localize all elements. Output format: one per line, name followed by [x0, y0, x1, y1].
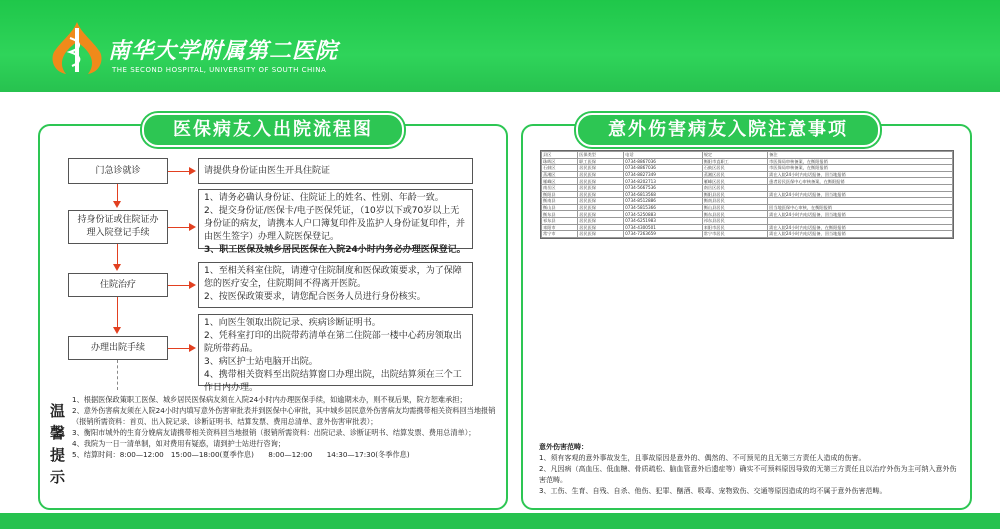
notes-title: 意外伤害范畴：	[539, 443, 588, 451]
table-row	[542, 198, 953, 205]
table-cell: 居民医保	[578, 178, 624, 185]
county-table	[540, 150, 954, 239]
tips-title: 温馨提示	[50, 402, 66, 486]
table-cell: 居民医保	[578, 224, 624, 231]
table-cell: 需在入院24小时内电话报备，回当地报销	[768, 231, 953, 238]
table-cell	[768, 184, 953, 191]
table-cell: 居民医保	[578, 165, 624, 172]
arrow-right-1	[168, 171, 194, 172]
table-cell: 0734-5815366	[624, 204, 703, 211]
table-cell: 回当地医保中心审核，在衡阳报销	[768, 204, 953, 211]
arrow-down-1	[117, 184, 118, 206]
table-header-cell: 医保类型	[578, 152, 624, 159]
step-detail-4-line-4: 4、携带相关资料至出院结算窗口办理出院，出院结算须在三个工作日内办理。	[204, 370, 462, 393]
step-detail-4-line-2: 2、凭科室打印的出院带药清单在第二住院部一楼中心药房领取出院所带药品。	[204, 331, 462, 354]
tip-item-2: 2、意外伤害病友须在入院24小时内填写意外伤害审批表并到医保中心审批，其中城乡居民意外伤害病友均需携带相关资料回当地报销（报销所需资料：首页、出入院记录、诊断证明书、结算发票、费用总清单、意外伤害审批表）；	[72, 406, 496, 426]
table-cell: 0734-8867036	[624, 158, 703, 165]
step-detail-1-line-1: 请提供身份证由医生开具住院证	[204, 165, 331, 176]
table-cell: 衡东县	[542, 211, 578, 218]
table-row	[542, 211, 953, 218]
table-cell: 衡阳县	[542, 191, 578, 198]
table-row	[542, 204, 953, 211]
table-cell: 0734-5250883	[624, 211, 703, 218]
table-cell: 需在入院24小时内电话报备，在衡阳报销	[768, 224, 953, 231]
tips-list	[72, 394, 497, 460]
step-detail-4-line-1: 1、向医生领取出院记录、疾病诊断证明书。	[204, 318, 381, 328]
step-detail-2-line-3: 3、职工医保及城乡居民医保在入院24小时内务必办理医保登记。	[204, 245, 466, 255]
table-cell: 耒阳市居民	[702, 224, 767, 231]
table-cell: 0734-6813568	[624, 191, 703, 198]
table-cell: 蒸湘区居民	[702, 171, 767, 178]
step-detail-2-line-2: 2、提交身份证/医保卡/电子医保凭证，（10岁以下或70岁以上无身份证的病友，请携本人户口簿复印件及监护人身份证复印件，并由医生签字）办理入院医保登记。	[204, 206, 466, 242]
table-row	[542, 165, 953, 172]
table-row	[542, 224, 953, 231]
table-cell: 居民医保	[578, 204, 624, 211]
step-label-3: 住院治疗	[68, 273, 168, 297]
table-cell: 需在入院24小时内电话报备，回当地报销	[768, 211, 953, 218]
table-cell: 0734-7263659	[624, 231, 703, 238]
arrow-right-3	[168, 285, 194, 286]
table-cell: 居民医保	[578, 171, 624, 178]
step-detail-3-line-2: 2、按医保政策要求，请您配合医务人员进行身份核实。	[204, 292, 426, 302]
table-cell: 市医保局审核备案，在衡阳报销	[768, 165, 953, 172]
table-cell: 0734-8827349	[624, 171, 703, 178]
step-label-4: 办理出院手续	[68, 336, 168, 360]
table-header-row	[542, 152, 953, 159]
injury-notes	[539, 442, 957, 497]
county-table-body	[542, 152, 953, 238]
step-label-2: 持身份证或住院证办理入院登记手续	[68, 210, 168, 244]
table-cell: 衡东县居民	[702, 211, 767, 218]
table-cell: 耒阳市	[542, 224, 578, 231]
step-detail-1	[198, 158, 473, 184]
table-row	[542, 158, 953, 165]
note-item-1: 1、须有客观的意外事故发生，且事故原因是意外的、偶然的、不可预见的且无第三方责任人造成的伤害。	[539, 454, 866, 462]
table-cell: 需在入院24小时内电话报备，回当地报销	[768, 191, 953, 198]
injury-title: 意外伤害病友入院注意事项	[576, 113, 880, 147]
table-cell: 石鼓区居民	[702, 165, 767, 172]
hospital-name: 南华大学附属第二医院	[108, 38, 339, 64]
table-cell	[768, 198, 953, 205]
table-cell: 居民医保	[578, 211, 624, 218]
table-cell: 南岳区	[542, 184, 578, 191]
table-header-cell: 规定	[702, 152, 767, 159]
table-header-cell: 备注	[768, 152, 953, 159]
step-detail-3-line-1: 1、至相关科室住院，请遵守住院制度和医保政策要求，为了保障您的医疗安全，住院期间不得离开医院。	[204, 266, 462, 289]
table-cell: 雁峰区居民	[702, 178, 767, 185]
table-cell: 衡南县居民	[702, 198, 767, 205]
table-cell: 衡南县	[542, 198, 578, 205]
table-cell: 衡山县	[542, 204, 578, 211]
arrow-right-4	[168, 348, 194, 349]
step-label-1: 门急诊就诊	[68, 158, 168, 184]
table-header-cell: 电话	[624, 152, 703, 159]
step-detail-4-line-3: 3、病区护士站电脑开出院。	[204, 357, 318, 367]
hospital-logo-icon	[48, 18, 106, 78]
table-cell: 居民医保	[578, 191, 624, 198]
step-detail-3	[198, 262, 473, 308]
table-cell: 常宁市居民	[702, 231, 767, 238]
table-row	[542, 178, 953, 185]
table-cell: 0734-5667536	[624, 184, 703, 191]
table-cell: 居民医保	[578, 184, 624, 191]
footer-band	[0, 513, 1000, 529]
table-cell: 衡山县居民	[702, 204, 767, 211]
table-cell: 衡阳县居民	[702, 191, 767, 198]
table-cell: 0734-8202713	[624, 178, 703, 185]
step-detail-4	[198, 314, 473, 393]
table-cell: 衡阳市直职工	[702, 158, 767, 165]
table-cell: 0734-4300501	[624, 224, 703, 231]
table-cell: 常宁市	[542, 231, 578, 238]
table-cell: 珠晖区	[542, 158, 578, 165]
table-cell: 雁峰区	[542, 178, 578, 185]
table-cell: 患者居民医保中心审核备案，在衡阳报销	[768, 178, 953, 185]
table-row	[542, 191, 953, 198]
flow-title: 医保病友入出院流程图	[142, 113, 404, 147]
flow-dash	[117, 360, 118, 390]
tip-item-5: 5、结算时间：8:00—12:00 15:00—18:00(夏季作息) 8:00—12:00 14:30—17:30(冬季作息)	[72, 450, 410, 459]
table-cell: 居民医保	[578, 231, 624, 238]
tip-item-3: 3、衡阳市城外的生育分娩病友请携带相关资料回当地报销（报销所需资料：出院记录、诊断证明书、结算发票、费用总清单）；	[72, 428, 476, 437]
hospital-name-en: THE SECOND HOSPITAL, UNIVERSITY OF SOUTH CHINA	[112, 66, 327, 74]
table-cell: 祁东县居民	[702, 217, 767, 224]
table-cell	[768, 217, 953, 224]
table-cell: 蒸湘区	[542, 171, 578, 178]
arrow-down-3	[117, 297, 118, 332]
table-header-cell: 县区	[542, 152, 578, 159]
table-cell: 需在入院24小时内电话报备，回当地报销	[768, 171, 953, 178]
tip-item-4: 4、我院为一日一清单制，如对费用有疑惑，请到护士站进行咨询；	[72, 439, 286, 448]
table-cell: 0734-8512886	[624, 198, 703, 205]
table-cell: 0734-8867036	[624, 165, 703, 172]
arrow-down-2	[117, 244, 118, 269]
table-cell: 祁东县	[542, 217, 578, 224]
note-item-3: 3、工伤、生育、自残、自杀、他伤、犯罪、酗酒、吸毒、宠物致伤、交通等原因造成的均不属于意外伤害范畴。	[539, 487, 887, 495]
table-row	[542, 217, 953, 224]
table-cell: 居民医保	[578, 198, 624, 205]
tip-item-1: 1、根据医保政策职工医保、城乡居民医保病友须在入院24小时内办理医保手续，如逾期未办，则不视后果，院方恕难承担；	[72, 395, 467, 404]
table-cell: 市医保局审核备案，在衡阳报销	[768, 158, 953, 165]
step-detail-2	[198, 189, 473, 255]
table-cell: 0734-6251983	[624, 217, 703, 224]
arrow-right-2	[168, 227, 194, 228]
table-cell: 职工医保	[578, 158, 624, 165]
step-detail-2-line-1: 1、请务必确认身份证、住院证上的姓名、性别、年龄一致。	[204, 193, 444, 203]
table-row	[542, 231, 953, 238]
table-cell: 石鼓区	[542, 165, 578, 172]
note-item-2: 2、凡因病（高血压、低血糖、骨质疏松、脑血管意外后遗症等）确实不可预料原因导致的无第三方责任且以治疗外伤为主可纳入意外伤害范畴。	[539, 465, 957, 484]
table-cell: 居民医保	[578, 217, 624, 224]
table-cell: 南岳区居民	[702, 184, 767, 191]
table-row	[542, 184, 953, 191]
table-row	[542, 171, 953, 178]
